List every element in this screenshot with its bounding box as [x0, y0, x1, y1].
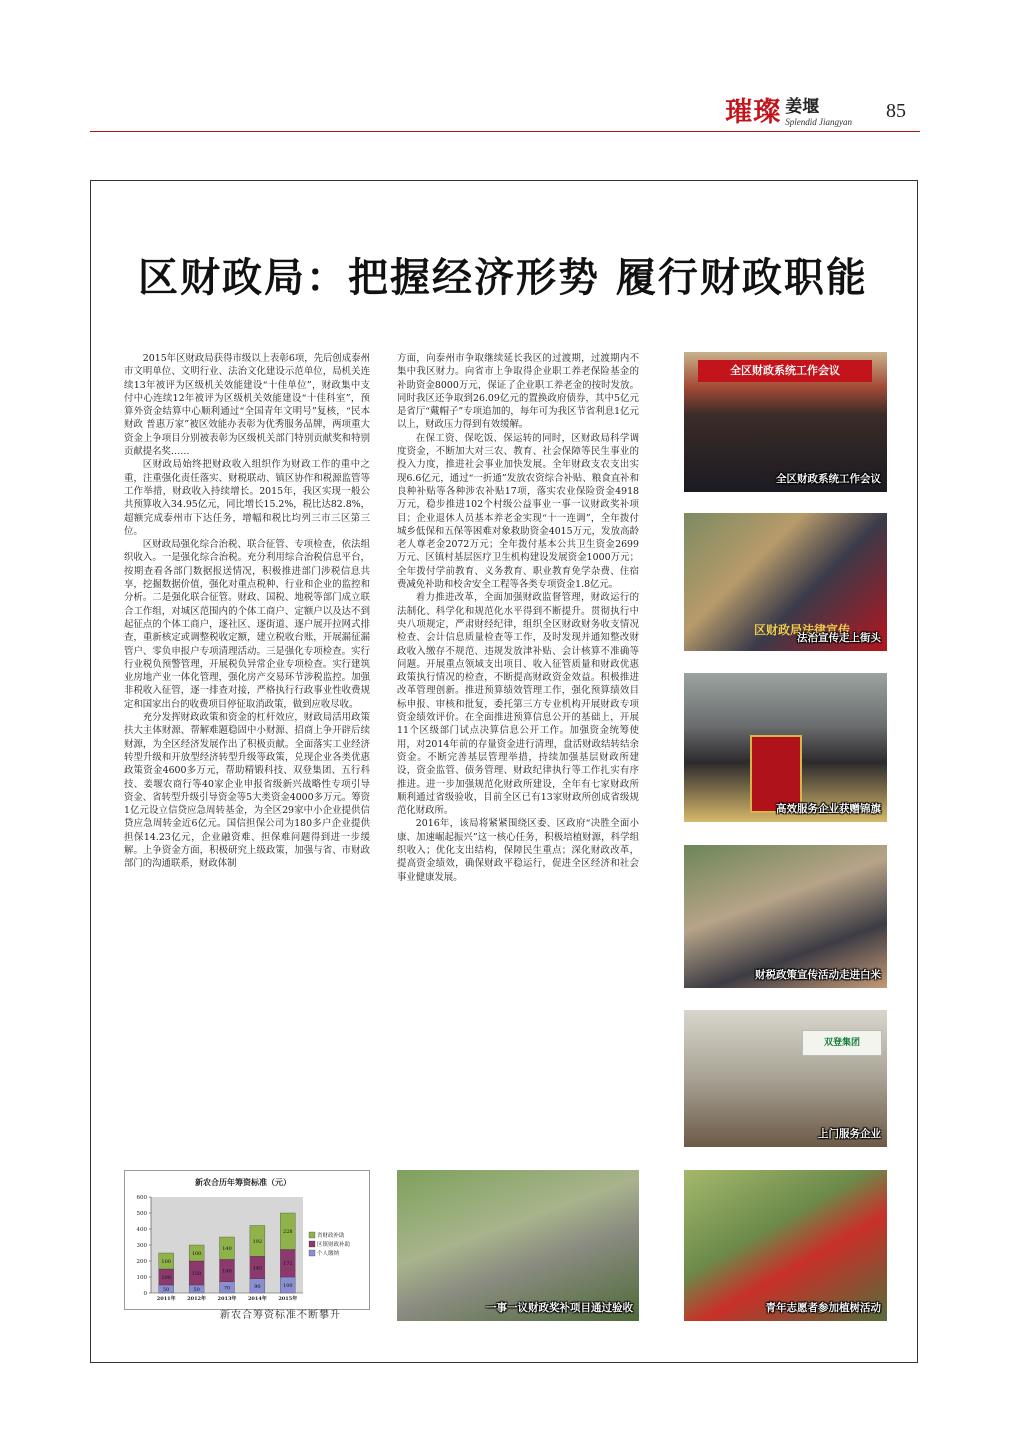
- x-tick-label: 2014年: [247, 1296, 267, 1302]
- paragraph: 在保工资、保吃饭、保运转的同时，区财政局科学调度资金，不断加大对三农、教育、社会保障等民生事业的投入力度，推进社会事业加快发展。全年财政支农支出实现6.6亿元，通过“一折通”发放农资综合补贴、粮食直补和良种补贴等各种涉农补贴17项，落实农业保险资金4918万元，稳步推进102个村级公益事业一事一议财政奖补项目；企业退休人员基本养老金实现“十一连调”，全年拨付城乡低保和五保等困难对象救助资金4015万元，发放高龄老人尊老金2072万元；全年拨付基本公共卫生资金2699万元、区镇村基层医疗卫生机构建设发展资金1000万元；全年拨付学前教育、义务教育、职业教育免学杂费、住宿费减免补助和校舍安全工程等各类专项资金1.8亿元。: [397, 432, 639, 591]
- paragraph: 方面，向泰州市争取继续延长我区的过渡期，过渡期内不集中我区财力。向省市上争取得企业职工养老保险基金的补助资金8000万元，保证了企业职工养老金的按时发放。同时我区还争取到26.09亿元的置换政府债券，其中5亿元是省厅“戴帽子”专项追加的，每年可为我区节省利息1亿元以上，财政压力得到有效缓解。: [397, 353, 639, 431]
- page-number: 85: [886, 100, 906, 122]
- data-label: 100: [161, 1259, 171, 1265]
- brand-logo: [725, 92, 852, 128]
- y-tick-label: 0: [143, 1291, 147, 1297]
- photo-caption: 一事一议财政奖补项目通过验收: [486, 1302, 633, 1314]
- photo-law-promotion: [684, 513, 887, 651]
- data-label: 70: [223, 1285, 231, 1292]
- photo-caption: 全区财政系统工作会议: [776, 473, 881, 485]
- data-label: 172: [283, 1261, 293, 1268]
- legend-swatch: [309, 1232, 315, 1238]
- stacked-bar-chart: [125, 1171, 371, 1311]
- photo-pennant: [684, 673, 887, 822]
- data-label: 90: [254, 1283, 261, 1290]
- legend-label: 省财政补助: [317, 1233, 345, 1239]
- data-label: 150: [191, 1271, 202, 1277]
- data-label: 192: [252, 1238, 263, 1245]
- photo-project-acceptance: [397, 1170, 639, 1321]
- text-column-2: [397, 352, 639, 884]
- data-label: 228: [283, 1229, 293, 1236]
- data-label: 100: [191, 1251, 202, 1257]
- paragraph: 2015年区财政局获得市级以上表彰6项，先后创成泰州市文明单位、文明行业、法治文化建设示范单位，局机关连续13年被评为区级机关效能建设“十佳单位”，财政集中支付中心连续12年被评为区级机关效能建设“十佳科室”，预算外资金结算中心顺利通过“全国青年文明号”复核，“民本财政 普惠万家”被区效能办表彰为优秀服务品牌，两项重大资金上争项目分别被表彰为区级机关部门特别贡献奖和特别贡献提名奖……: [124, 353, 370, 458]
- article-title: 区财政局：把握经济形势 履行财政职能: [138, 254, 868, 301]
- legend-swatch: [309, 1250, 315, 1256]
- paragraph: 充分发挥财政政策和资金的杠杆效应，财政局活用政策扶大主体财源、帮解难题稳固中小财源、招商上争开辟后续财源，为全区经济发展作出了积极贡献。全面落实工业经济转型升级和开放型经济转型升级等政策，兑现企业各类优惠政策资金4600多万元，帮助精锻科技、双登集团、五行科技、姜堰农商行等40家企业申报省级新兴战略性专项引导资金、省转型升级引导资金等5大类资金4000多万元。筹资1亿元设立信贷应急周转基金，为全区29家中小企业提供信贷应急周转金近6亿元。国信担保公司为180多户企业提供担保14.23亿元，企业融资难、担保难问题得到进一步缓解。上争资金方面，积极研究上级政策，加强与省、市财政部门的沟通联系，财政体制: [124, 712, 370, 870]
- photo-caption: 财税政策宣传活动走进白米: [755, 969, 881, 981]
- legend-swatch: [309, 1241, 315, 1247]
- photo-enterprise-service: [684, 1010, 887, 1147]
- data-label: 140: [222, 1268, 232, 1275]
- data-label: 100: [283, 1283, 293, 1289]
- paragraph: 区财政局强化综合治税、联合征管、专项检查，依法组织收入。一是强化综合治税。充分利用综合治税信息平台，按期查看各部门数据报送情况，积极推进部门涉税信息共享，挖掘数据价值，强化对重点税种、行业和企业的监控和分析。二是强化联合征管。财政、国税、地税等部门成立联合工作组，对城区范围内的个体工商户、定额户以及达不到起征点的个体工商户，逐社区、逐街道、逐户展开拉网式排查，重新核定或调整税收定额，建立税收台账，开展漏征漏管户、零负申报户专项清理活动。三是强化专项检查。实行行业税负预警管理，开展税负异常企业专项检查。实行建筑业房地产业一体化管理，强化房产交易环节涉税监控。加强非税收入征管，逐一排查对接，严格执行行政事业性收费规定和国家出台的收费项目停征取消政策，做到应收尽收。: [124, 539, 370, 710]
- chart-caption: 新农合筹资标准不断攀升: [220, 1310, 341, 1321]
- photo-caption: 高效服务企业获赠锦旗: [776, 803, 881, 815]
- y-tick-label: 200: [136, 1259, 147, 1265]
- chart-title: 新农合历年筹资标准（元）: [195, 1177, 291, 1187]
- paragraph: 着力推进改革，全面加强财政监督管理，财政运行的法制化、科学化和规范化水平得到不断提升。贯彻执行中央八项规定，严肃财经纪律，组织全区财政财务收支情况检查、会计信息质量检查等工作，及时发现并通知整改财政收入缴存不规范、违规发放津补贴、会计核算不准确等问题。开展重点领域支出项目、收入征管质量和财政优惠政策执行情况的检查，不断提高财政资金效益。积极推进改革管理创新。推进预算绩效管理工作，强化预算绩效目标申报、审核和批复，委托第三方专业机构开展财政专项资金绩效评价。在全面推进预算信息公开的基础上，开展11个区级部门试点决算信息公开工作。加强资金统筹使用，对2014年前的存量资金进行清理，盘活财政结转结余资金。不断完善基层管理举措，持续加强基层财政所建设，资金监管、债务管理、财政纪律执行等工作扎实有序推进。进一步加强规范化财政所建设，全年有七家财政所顺利通过省级验收，目前全区已有13家财政所创成省级规范化财政所。: [397, 592, 639, 817]
- photo-tree-planting: [684, 1170, 887, 1321]
- legend-label: 区镇财政补助: [317, 1242, 351, 1248]
- data-label: 50: [163, 1287, 170, 1293]
- page-header: [90, 92, 920, 132]
- y-tick-label: 500: [136, 1211, 147, 1217]
- photo-caption: 法治宣传走上街头: [797, 632, 881, 644]
- chart-container: [124, 1170, 370, 1310]
- text-column-1: [124, 352, 370, 871]
- y-tick-label: 100: [136, 1275, 147, 1281]
- y-tick-label: 300: [136, 1243, 147, 1249]
- brand-name-english: Splendid Jiangyan: [785, 117, 852, 127]
- street-banner: 区财政局法律宣传: [754, 623, 851, 637]
- y-tick-label: 600: [136, 1195, 147, 1201]
- x-tick-label: 2011年: [156, 1296, 176, 1302]
- paragraph: 2016年，该局将紧紧围绕区委、区政府“决胜全面小康、加速崛起振兴”这一核心任务，积极培植财源，科学组织收入；优化支出结构，保障民生重点；深化财政改革，提高资金绩效，确保财政平稳运行，促进全区经济和社会事业健康发展。: [397, 818, 639, 883]
- x-tick-label: 2013年: [217, 1296, 237, 1302]
- data-label: 100: [161, 1275, 171, 1281]
- brand-name-black: 姜堰: [785, 97, 820, 117]
- y-tick-label: 400: [136, 1227, 147, 1233]
- photo-caption: 青年志愿者参加植树活动: [765, 1302, 881, 1314]
- paragraph: 区财政局始终把财政收入组织作为财政工作的重中之重，注重强化责任落实、财税联动、镇区协作和税源监管等工作举措，财政收入持续增长。2015年，我区实现一般公共预算收入34.95亿元，同比增长15.2%，税比达82.8%，超额完成泰州市下达任务，增幅和税比均列三市三区第三位。: [124, 459, 370, 537]
- legend-label: 个人缴纳: [317, 1251, 340, 1257]
- x-tick-label: 2015年: [278, 1296, 298, 1302]
- company-logo: 双登集团: [802, 1030, 882, 1056]
- brand-name-red: 璀璨: [725, 97, 782, 128]
- photo-tax-policy: [684, 845, 887, 988]
- x-tick-label: 2012年: [187, 1296, 207, 1302]
- meeting-banner: 全区财政系统工作会议: [698, 360, 872, 382]
- data-label: 140: [222, 1246, 232, 1253]
- data-label: 140: [252, 1265, 263, 1272]
- data-label: 50: [193, 1287, 200, 1293]
- photo-caption: 上门服务企业: [818, 1128, 881, 1140]
- photo-finance-meeting: [684, 352, 887, 492]
